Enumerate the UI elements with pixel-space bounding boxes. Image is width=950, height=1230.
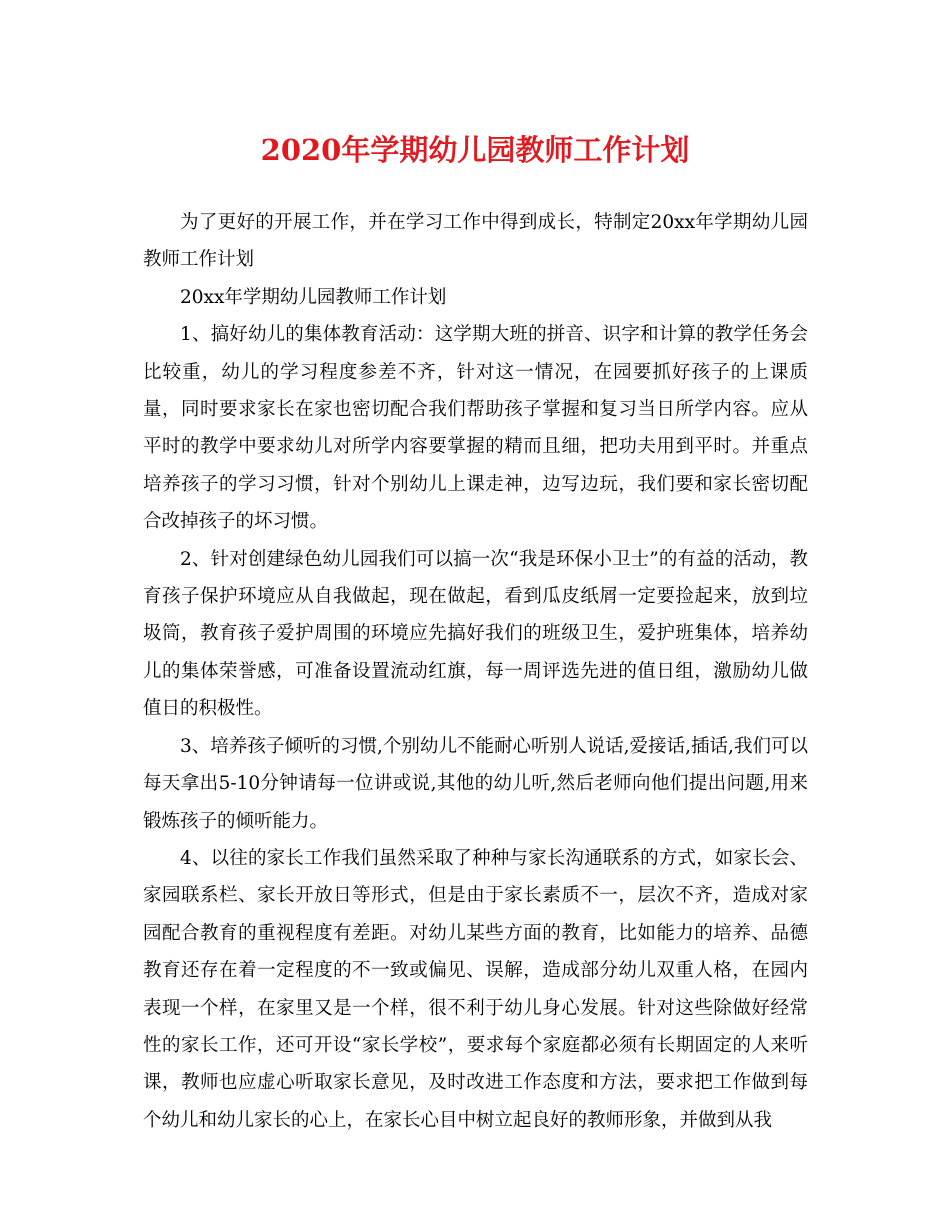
document-body [143,204,808,1139]
paragraph-item-2: 2、针对创建绿色幼儿园我们可以搞一次“我是环保小卫士”的有益的活动，教育孩子保护环境应从自我做起，现在做起，看到瓜皮纸屑一定要捡起来，放到垃圾筒，教育孩子爱护周围的环境应先搞好我们的班级卫生，爱护班集体，培养幼儿的集体荣誉感，可准备设置流动红旗，每一周评选先进的值日组，激励幼儿做值日的积极性。 [143,548,808,720]
paragraph-intro: 为了更好的开展工作，并在学习工作中得到成长，特制定20xx年学期幼儿园教师工作计划 [143,212,808,271]
paragraph-item-1: 1、搞好幼儿的集体教育活动：这学期大班的拼音、识字和计算的教学任务会比较重，幼儿的学习程度参差不齐，针对这一情况，在园要抓好孩子的上课质量，同时要求家长在家也密切配合我们帮助孩子掌握和复习当日所学内容。应从平时的教学中要求幼儿对所学内容要掌握的精而且细，把功夫用到平时。并重点培养孩子的学习习惯，针对个别幼儿上课走神，边写边玩，我们要和家长密切配合改掉孩子的坏习惯。 [143,324,808,533]
paragraph-item-4: 4、以往的家长工作我们虽然采取了种种与家长沟通联系的方式，如家长会、家园联系栏、家长开放日等形式，但是由于家长素质不一，层次不齐，造成对家园配合教育的重视程度有差距。对幼儿某些方面的教育，比如能力的培养、品德教育还存在着一定程度的不一致或偏见、误解，造成部分幼儿双重人格，在园内表现一个样，在家里又是一个样，很不利于幼儿身心发展。针对这些除做好经常性的家长工作，还可开设“家长学校”，要求每个家庭都必须有长期固定的人来听课，教师也应虚心听取家长意见，及时改进工作态度和方法，要求把工作做到每个幼儿和幼儿家长的心上，在家长心目中树立起良好的教师形象，并做到从我 [143,847,808,1131]
paragraph-subtitle: 20xx年学期幼儿园教师工作计划 [180,286,447,308]
paragraph-item-3: 3、培养孩子倾听的习惯,个别幼儿不能耐心听别人说话,爱接话,插话,我们可以每天拿出5-10分钟请每一位讲或说,其他的幼儿听,然后老师向他们提出问题,用来锻炼孩子的倾听能力。 [143,735,808,832]
document-title: 2020年学期幼儿园教师工作计划 [260,133,690,167]
